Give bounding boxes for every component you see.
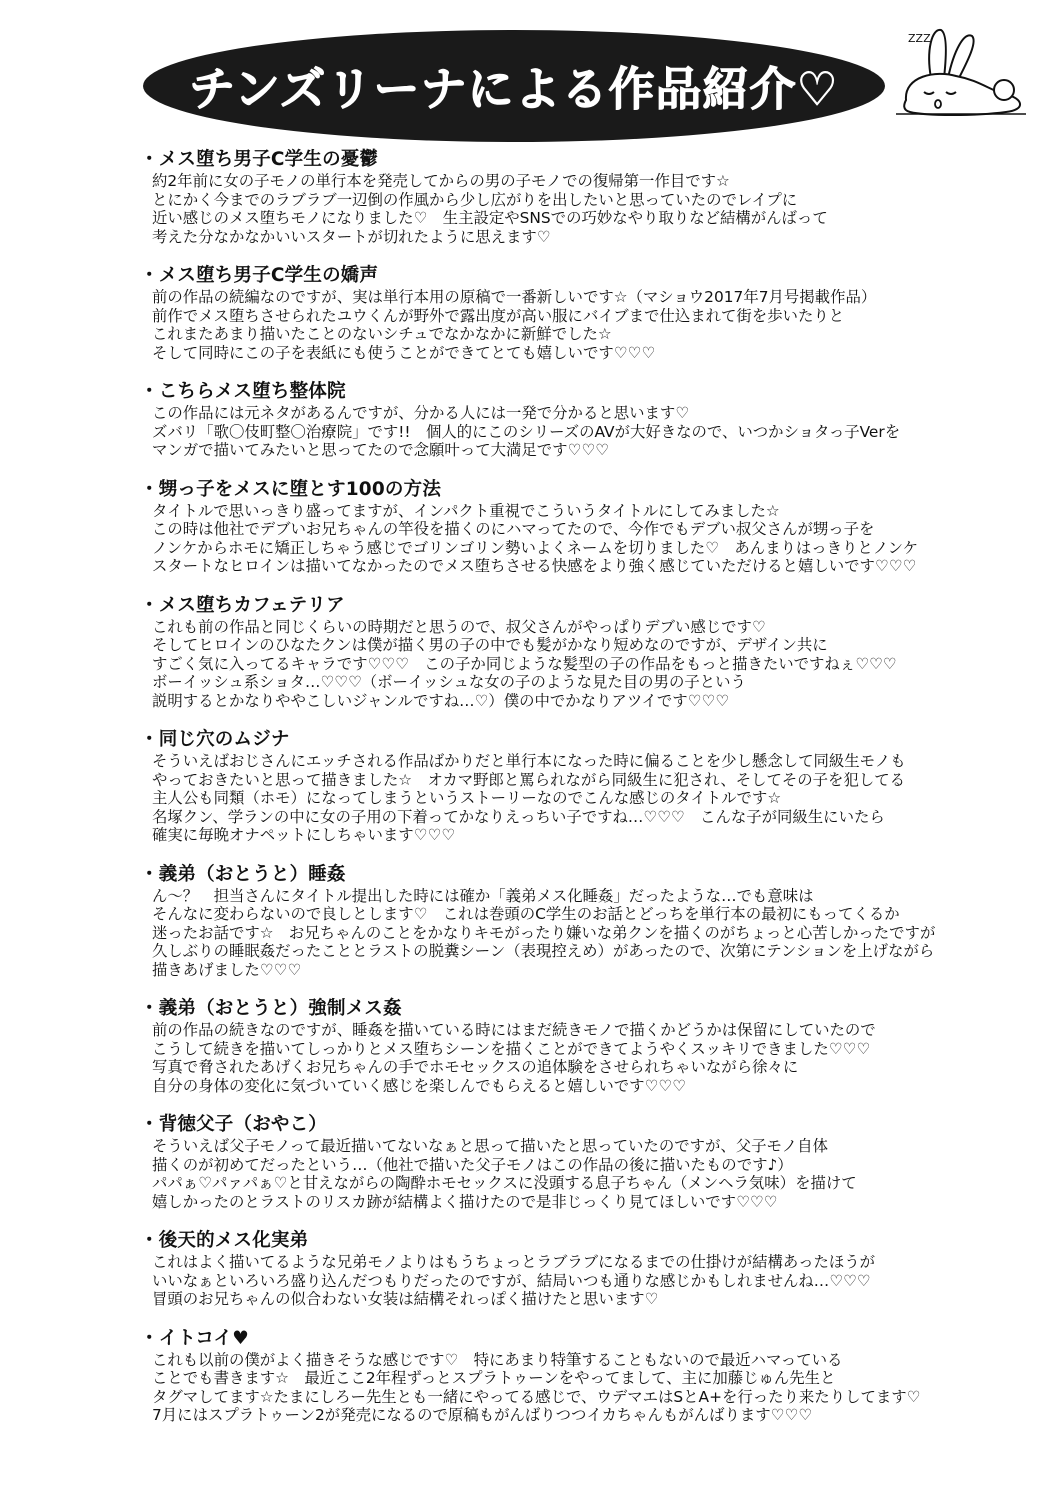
work-entry	[140, 1327, 1020, 1425]
description-line: 迷ったお話です☆ お兄ちゃんのことをかなりキモがったり嫌いな弟クンを描くのがちょっと心苦しかったですが	[152, 923, 936, 942]
work-title: ・ 背徳父子（おやこ）	[140, 1113, 1020, 1137]
description-line: すごく気に入ってるキャラです♡♡♡ この子か同じような髪型の子の作品をもっと描きたいですねぇ♡♡♡	[152, 654, 897, 673]
description-line: 名塚クン、学ランの中に女の子用の下着ってかなりえっちい子ですね…♡♡♡ こんな子が同級生にいたら	[152, 807, 885, 826]
sleeping-rabbit-icon	[886, 20, 1036, 120]
description-line: この作品には元ネタがあるんですが、分かる人には一発で分かると思います♡	[152, 404, 690, 422]
description-line: パパぁ♡パァパぁ♡と甘えながらの陶酔ホモセックスに没頭する息子ちゃん（メンヘラ気味）を描けて	[152, 1174, 857, 1192]
description-line: ことでも書きます☆ 最近ここ2年程ずっとスプラトゥーンをやってまして、主に加藤じゅん先生と	[152, 1369, 836, 1387]
work-title: ・ こちらメス堕ち整体院	[140, 380, 1020, 404]
work-entry	[140, 863, 1020, 980]
work-list	[140, 148, 1020, 1443]
description-line: ノンケからホモに矯正しちゃう感じでゴリンゴリン勢いよくネームを切りました♡ あんまりはっきりとノンケ	[152, 538, 919, 557]
work-description	[152, 404, 1020, 460]
work-entry	[140, 1113, 1020, 1211]
description-line: 自分の身体の変化に気づいていく感じを楽しんでもらえると嬉しいです♡♡♡	[152, 1076, 686, 1095]
description-line: そして同時にこの子を表紙にも使うことができてとても嬉しいです♡♡♡	[152, 343, 656, 362]
work-title: ・ 義弟（おとうと）睡姦	[140, 863, 1020, 887]
work-title: ・ メス堕ちカフェテリア	[140, 594, 1020, 618]
work-entry	[140, 148, 1020, 246]
work-entry	[140, 594, 1020, 711]
work-description	[152, 752, 1020, 845]
description-line: 確実に毎晩オナペットにしちゃいます♡♡♡	[152, 826, 456, 844]
description-line: そういえばおじさんにエッチされる作品ばかりだと単行本になった時に偏ることを少し懸念して同級生モノも	[152, 752, 906, 770]
work-description	[152, 288, 1020, 362]
page-title: チンズリーナによる作品紹介♡	[189, 62, 839, 116]
work-title: ・ メス堕ち男子C学生の嬌声	[140, 264, 1020, 288]
description-line: マンガで描いてみたいと思ってたので念願叶って大満足です♡♡♡	[152, 441, 609, 459]
description-line: いいなぁといろいろ盛り込んだつもりだったのですが、結局いつも通りな感じかもしれませんね…♡♡♡	[152, 1271, 871, 1290]
work-entry	[140, 264, 1020, 362]
description-line: 嬉しかったのとラストのリスカ跡が結構よく描けたので是非じっくり見てほしいです♡♡♡	[152, 1192, 778, 1211]
description-line: この時は他社でデブいお兄ちゃんの竿役を描くのにハマってたので、今作でもデブい叔父さんが甥っ子を	[152, 520, 875, 538]
description-line: ズバリ「歌〇伎町整〇治療院」です!! 個人的にこのシリーズのAVが大好きなので、いつかショタっ子Verを	[152, 422, 901, 441]
description-line: ボーイッシュ系ショタ…♡♡♡（ボーイッシュな女の子のような見た目の男の子という	[152, 673, 746, 691]
work-title: ・ 甥っ子をメスに堕とす100の方法	[140, 478, 1020, 502]
description-line: 描くのが初めてだったという…（他社で描いた父子モノはこの作品の後に描いたものです♪）	[152, 1155, 793, 1174]
description-line: 前の作品の続編なのですが、実は単行本用の原稿で一番新しいです☆（マショウ2017年7月号掲載作品）	[152, 288, 877, 306]
description-line: タイトルで思いっきり盛ってますが、インパクト重視でこういうタイトルにしてみました☆	[152, 501, 780, 520]
work-description	[152, 618, 1020, 711]
work-title: ・ イトコイ♥	[140, 1327, 1020, 1351]
description-line: これも前の作品と同じくらいの時期だと思うので、叔父さんがやっぱりデブい感じです♡	[152, 617, 766, 636]
description-line: 考えた分なかなかいいスタートが切れたように思えます♡	[152, 227, 551, 246]
work-description	[152, 502, 1020, 576]
description-line: 7月にはスプラトゥーン2が発売になるので原稿もがんばりつつイカちゃんもがんばります♡♡♡	[152, 1406, 813, 1424]
work-title: ・ メス堕ち男子C学生の憂鬱	[140, 148, 1020, 172]
description-line: 近い感じのメス堕ちモノになりました♡ 生主設定やSNSでの巧妙なやり取りなど結構がんばって	[152, 209, 828, 227]
description-line: こうして続きを描いてしっかりとメス堕ちシーンを描くことができてようやくスッキリできました♡♡♡	[152, 1039, 871, 1058]
description-line: 前作でメス堕ちさせられたユウくんが野外で露出度が高い服にバイブまで仕込まれて街を歩いたりと	[152, 306, 845, 325]
description-line: とにかく今までのラブラブ一辺倒の作風から少し広がりを出したいと思っていたのでレイプに	[152, 190, 798, 209]
description-line: 約2年前に女の子モノの単行本を発売してからの男の子モノでの復帰第一作目です☆	[152, 172, 730, 190]
description-line: スタートなヒロインは描いてなかったのでメス堕ちさせる快感をより強く感じていただけると嬉しいです♡♡♡	[152, 557, 917, 575]
work-title: ・ 後天的メス化実弟	[140, 1229, 1020, 1253]
description-line: タグマしてます☆たまにしろー先生とも一緒にやってる感じで、ウデマエはSとA+を行ったり来たりしてます♡	[152, 1387, 921, 1406]
description-line: 主人公も同類（ホモ）になってしまうというストーリーなのでこんな感じのタイトルです☆	[152, 789, 782, 807]
work-description	[152, 172, 1020, 246]
description-line: 写真で脅されたあげくお兄ちゃんの手でホモセックスの追体験をさせられちゃいながら徐々に	[152, 1058, 799, 1076]
description-line: そういえば父子モノって最近描いてないなぁと思って描いたと思っていたのですが、父子モノ自体	[152, 1137, 828, 1155]
work-description	[152, 1351, 1020, 1425]
description-line: 久しぶりの睡眠姦だったこととラストの脱糞シーン（表現控えめ）があったので、次第にテンションを上げながら	[152, 942, 935, 960]
work-description	[152, 1021, 1020, 1095]
description-line: 冒頭のお兄ちゃんの似合わない女装は結構それっぽく描けたと思います♡	[152, 1290, 659, 1308]
description-line: 描きあげました♡♡♡	[152, 960, 302, 979]
work-entry	[140, 380, 1020, 460]
description-line: やっておきたいと思って描きました☆ オカマ野郎と罵られながら同級生に犯され、そしてその子を犯してる	[152, 770, 906, 789]
work-entry	[140, 1229, 1020, 1309]
work-entry	[140, 478, 1020, 576]
description-line: 前の作品の続きなのですが、睡姦を描いている時にはまだ続きモノで描くかどうかは保留にしていたので	[152, 1021, 876, 1039]
work-description	[152, 1137, 1020, 1211]
work-description	[152, 1253, 1020, 1309]
work-description	[152, 887, 1020, 980]
description-line: そしてヒロインのひなたクンは僕が描く男の子の中でも髪がかなり短めなのですが、デザイン共に	[152, 636, 828, 654]
mascot-zzz: ZZZ	[908, 32, 931, 45]
work-entry	[140, 997, 1020, 1095]
work-title: ・ 義弟（おとうと）強制メス姦	[140, 997, 1020, 1021]
description-line: これも以前の僕がよく描きそうな感じです♡ 特にあまり特筆することもないので最近ハマっている	[152, 1350, 843, 1369]
description-line: 説明するとかなりややこしいジャンルですね…♡）僕の中でかなりアツイです♡♡♡	[152, 691, 730, 710]
description-line: そんなに変わらないので良しとします♡ これは巻頭のC学生のお話とどっちを単行本の最初にもってくるか	[152, 905, 900, 923]
description-line: これまたあまり描いたことのないシチュでなかなかに新鮮でした☆	[152, 325, 612, 343]
description-line: ん〜？ 担当さんにタイトル提出した時には確か「義弟メス化睡姦」だったような…でも意味は	[152, 886, 814, 905]
work-title: ・ 同じ穴のムジナ	[140, 728, 1020, 752]
work-entry	[140, 728, 1020, 845]
description-line: これはよく描いてるような兄弟モノよりはもうちょっとラブラブになるまでの仕掛けが結構あったほうが	[152, 1253, 876, 1271]
